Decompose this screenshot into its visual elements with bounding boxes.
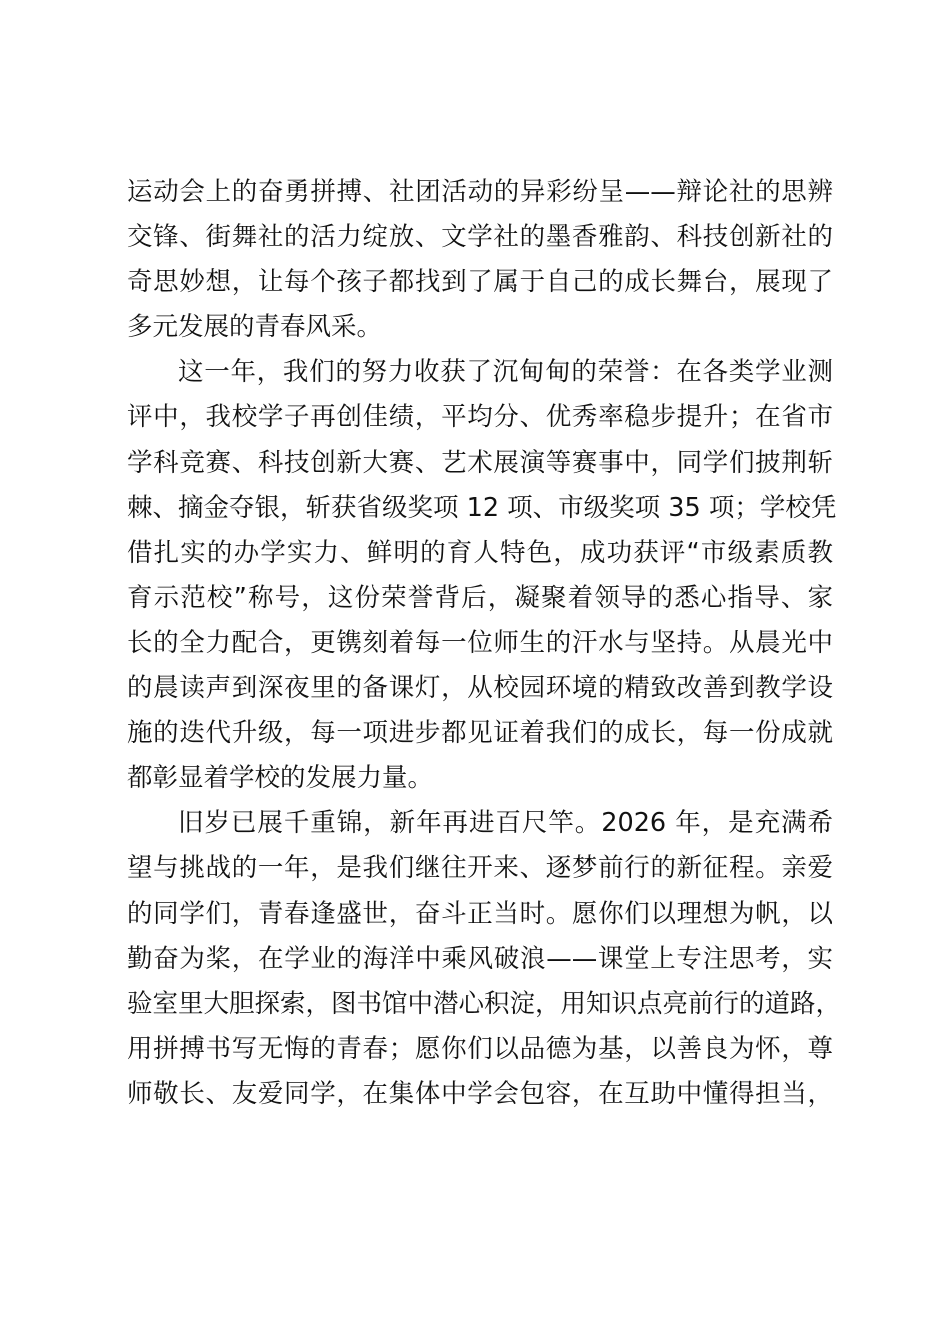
text-line: 奇思妙想，让每个孩子都找到了属于自己的成长舞台，展现了 [127,267,833,298]
text-line: 的晨读声到深夜里的备课灯，从校园环境的精致改善到教学设 [127,673,833,704]
text-line: 验室里大胆探索，图书馆中潜心积淀，用知识点亮前行的道路， [127,988,842,1019]
text-line: 交锋、街舞社的活力绽放、文学社的墨香雅韵、科技创新社的 [127,222,833,253]
text-line: 育示范校”称号，这份荣誉背后，凝聚着领导的悉心指导、家 [127,582,833,613]
text-line: 这一年，我们的努力收获了沉甸甸的荣誉：在各类学业测 [178,357,833,388]
text-line: 多元发展的青春风采。 [127,312,383,343]
body-text [127,170,842,1117]
text-line: 学科竞赛、科技创新大赛、艺术展演等赛事中，同学们披荆斩 [127,447,833,478]
text-line: 评中，我校学子再创佳绩，平均分、优秀率稳步提升；在省市 [127,402,833,433]
text-line: 用拼搏书写无悔的青春；愿你们以品德为基，以善良为怀，尊 [127,1033,833,1064]
text-line: 都彰显着学校的发展力量。 [127,763,434,794]
text-line: 长的全力配合，更镌刻着每一位师生的汗水与坚持。从晨光中 [127,627,833,658]
text-line: 旧岁已展千重锦，新年再进百尺竿。2026 年，是充满希 [178,808,833,839]
text-line: 勤奋为桨，在学业的海洋中乘风破浪——课堂上专注思考，实 [127,943,833,974]
text-line: 施的迭代升级，每一项进步都见证着我们的成长，每一份成就 [127,718,833,749]
text-line: 望与挑战的一年，是我们继往开来、逐梦前行的新征程。亲爱 [127,853,833,884]
text-line: 师敬长、友爱同学，在集体中学会包容，在互助中懂得担当， [127,1078,833,1109]
text-line: 的同学们，青春逢盛世，奋斗正当时。愿你们以理想为帆，以 [127,898,833,929]
text-line: 运动会上的奋勇拼搏、社团活动的异彩纷呈——辩论社的思辨 [127,177,833,207]
text-line: 棘、摘金夺银，斩获省级奖项 12 项、市级奖项 35 项；学校凭 [127,492,837,523]
text-line: 借扎实的办学实力、鲜明的育人特色，成功获评“市级素质教 [127,537,833,568]
